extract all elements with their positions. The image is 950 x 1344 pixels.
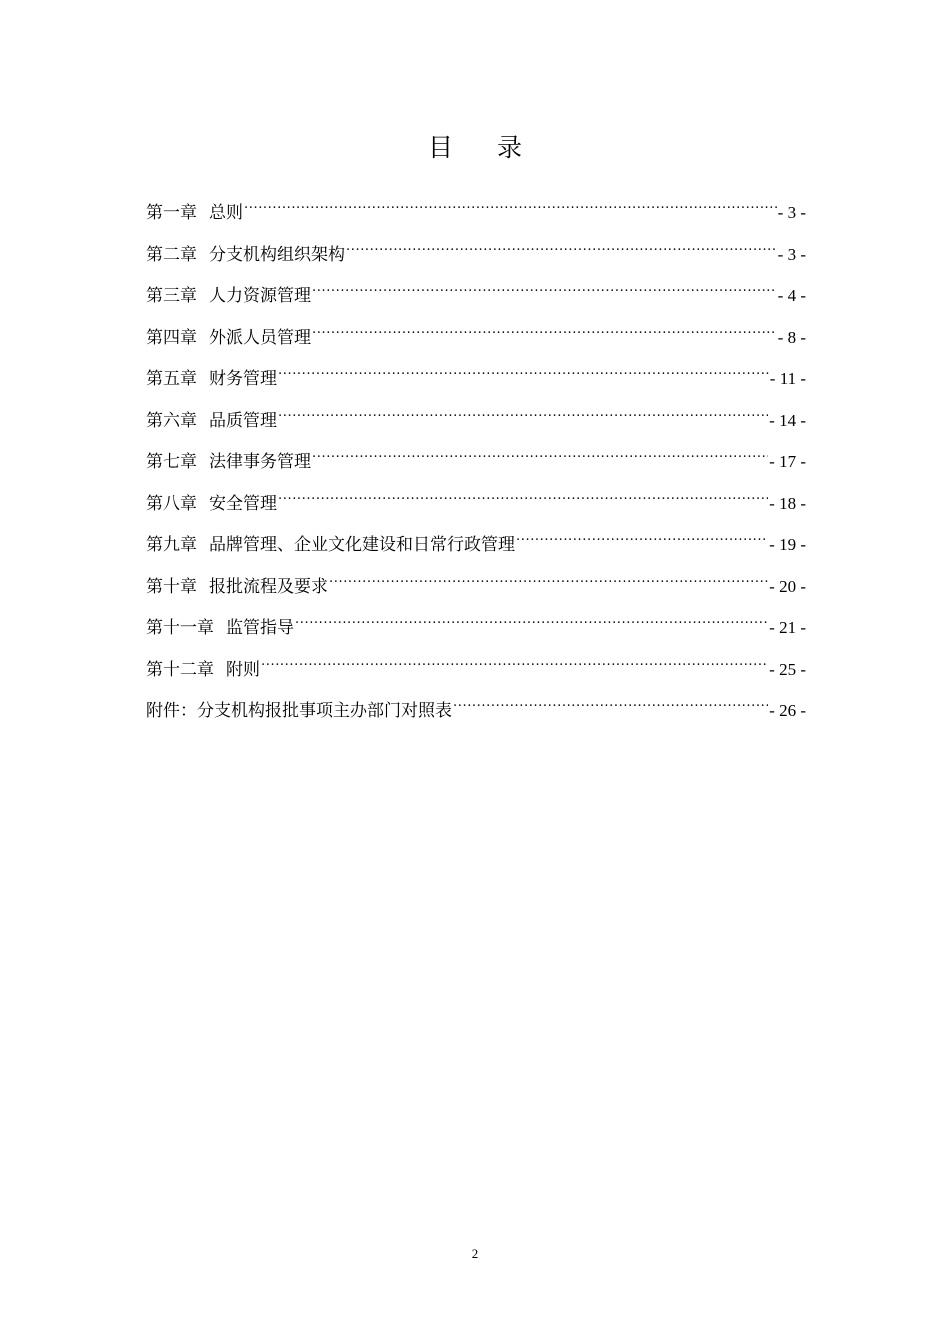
toc-entry[interactable]: [146, 394, 806, 436]
toc-name: 外派人员管理: [209, 327, 311, 348]
toc-name: 总则: [209, 203, 243, 223]
toc-page: - 17 -: [769, 452, 806, 471]
toc-name: 监管指导: [226, 618, 294, 638]
toc-name: 人力资源管理: [209, 286, 311, 306]
toc-chapter: 第七章: [146, 452, 197, 472]
toc-entry[interactable]: [146, 311, 806, 353]
toc-name: 法律事务管理: [209, 452, 311, 472]
toc-name: 财务管理: [209, 369, 277, 389]
toc-name: 安全管理: [209, 493, 277, 514]
toc-leader: [453, 684, 768, 716]
toc-name: 品质管理: [209, 410, 277, 431]
toc-chapter: 第三章: [146, 286, 197, 306]
toc-page: - 20 -: [769, 576, 806, 596]
toc-name: 分支机构报批事项主办部门对照表: [197, 701, 452, 721]
toc-entry[interactable]: [146, 269, 806, 311]
toc-chapter: 第六章: [146, 410, 197, 431]
toc-entry[interactable]: [146, 477, 806, 519]
toc-leader: [244, 186, 777, 218]
toc-chapter: 第四章: [146, 327, 197, 348]
toc-page: - 4 -: [777, 286, 806, 305]
toc-chapter: 第八章: [146, 493, 197, 514]
toc-list: [146, 186, 806, 726]
toc-chapter: 第一章: [146, 203, 197, 223]
toc-name: 报批流程及要求: [209, 576, 328, 597]
toc-entry[interactable]: [146, 435, 806, 477]
toc-leader: [278, 394, 768, 426]
toc-chapter: 第十章: [146, 576, 197, 597]
toc-leader: [329, 560, 768, 592]
toc-entry[interactable]: [146, 684, 806, 726]
toc-leader: [346, 228, 777, 260]
toc-page: - 11 -: [769, 369, 806, 388]
toc-page: - 21 -: [769, 618, 806, 637]
toc-entry[interactable]: [146, 352, 806, 394]
toc-entry[interactable]: [146, 518, 806, 560]
toc-leader: [278, 477, 768, 509]
toc-chapter: 第五章: [146, 369, 197, 389]
toc-leader: [312, 435, 768, 467]
toc-leader: [278, 352, 769, 384]
toc-name: 分支机构组织架构: [209, 244, 345, 265]
toc-page: - 18 -: [769, 493, 806, 513]
toc-chapter: 附件：: [146, 701, 197, 721]
toc-page: - 19 -: [769, 535, 806, 554]
page-number: 2: [471, 1246, 479, 1261]
toc-title: 目 录: [428, 133, 540, 162]
toc-entry[interactable]: [146, 186, 806, 228]
toc-entry[interactable]: [146, 560, 806, 602]
toc-page: - 3 -: [777, 244, 806, 264]
toc-entry[interactable]: [146, 643, 806, 685]
toc-chapter: 第九章: [146, 535, 197, 555]
toc-entry[interactable]: [146, 228, 806, 270]
toc-chapter: 第二章: [146, 244, 197, 265]
toc-page: - 14 -: [769, 410, 806, 430]
toc-page: - 8 -: [777, 327, 806, 347]
toc-page: - 26 -: [769, 701, 806, 720]
toc-leader: [516, 518, 768, 550]
toc-chapter: 第十一章: [146, 618, 214, 638]
toc-leader: [312, 269, 777, 301]
toc-leader: [312, 311, 777, 343]
toc-entry[interactable]: [146, 601, 806, 643]
toc-chapter: 第十二章: [146, 659, 214, 680]
toc-page: - 3 -: [777, 203, 806, 222]
toc-name: 附则: [226, 659, 260, 680]
toc-page: - 25 -: [769, 659, 806, 679]
toc-name: 品牌管理、企业文化建设和日常行政管理: [209, 535, 515, 555]
toc-leader: [295, 601, 768, 633]
toc-leader: [261, 643, 768, 675]
